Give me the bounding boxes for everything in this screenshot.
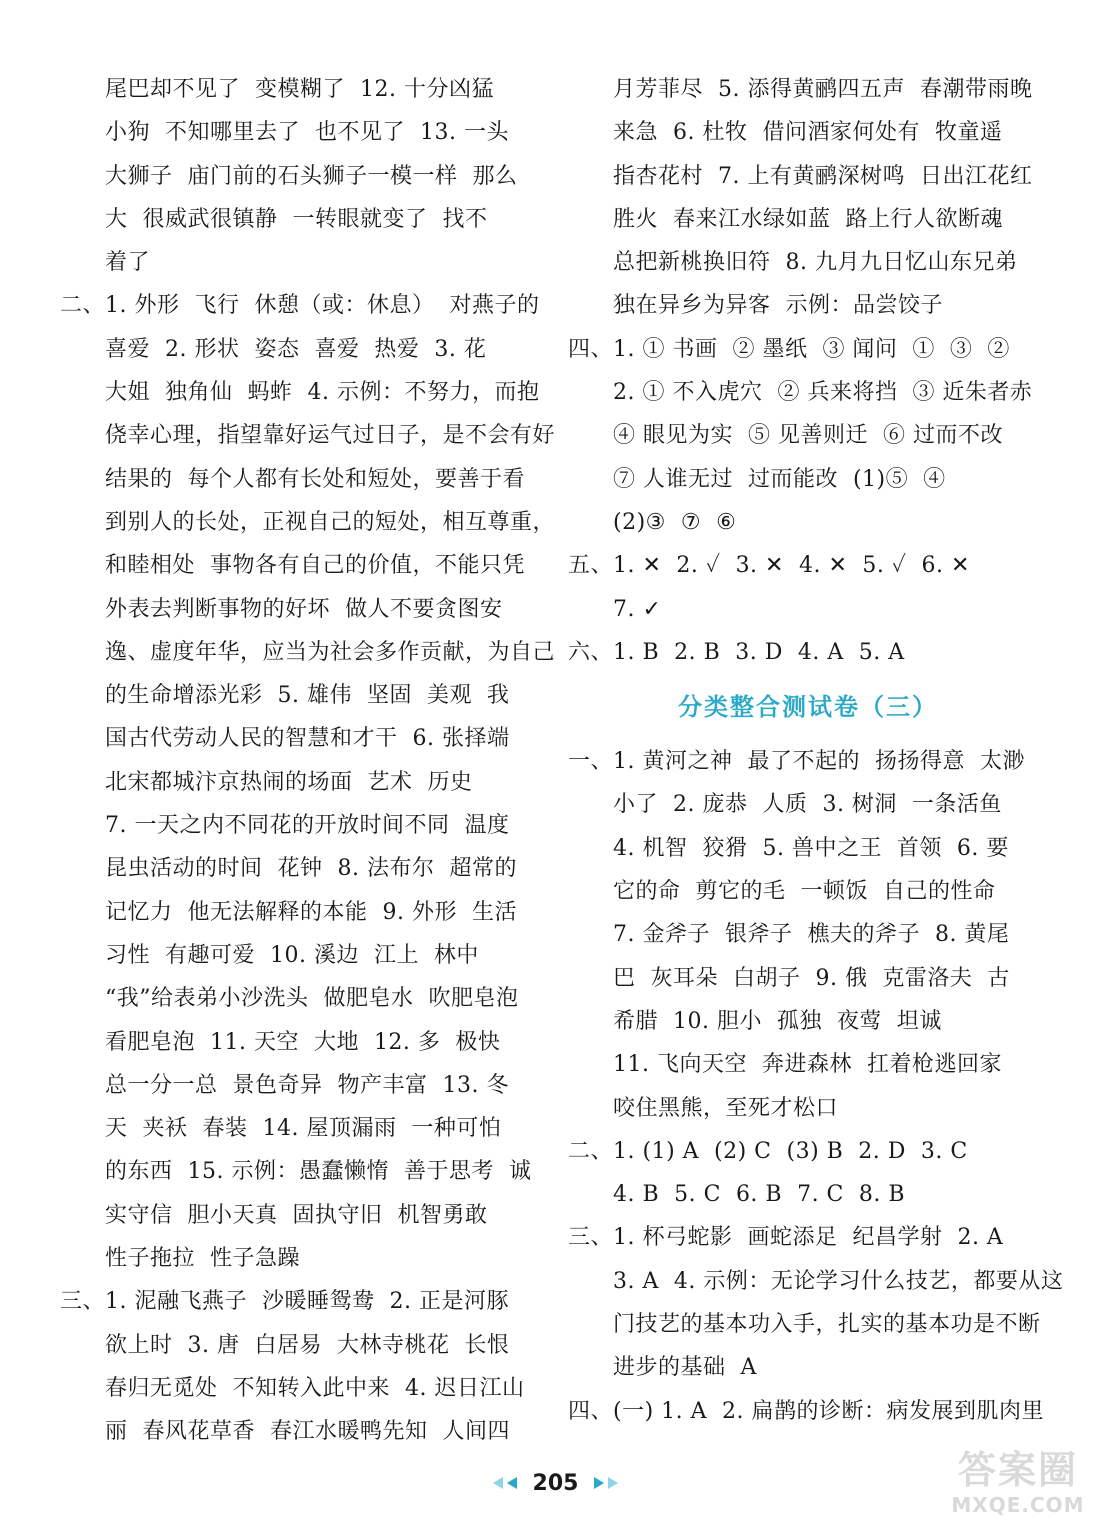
answer-line: 4. 机智 狡猾 5. 兽中之王 首领 6. 要: [613, 835, 1009, 861]
section-title: 分类整合测试卷（三）: [678, 693, 938, 722]
answer-line: 月芳菲尽 5. 添得黄鹂四五声 春潮带雨晚: [613, 77, 1033, 102]
answer-line: 的生命增添光彩 5. 雄伟 坚固 美观 我: [105, 683, 510, 709]
answer-line: “我”给表弟小沙洗头 做肥皂水 吹肥皂泡: [105, 986, 519, 1012]
answer-line: 二、1. 外形 飞行 休憩（或：休息） 对燕子的: [60, 293, 540, 319]
answer-line: 7. ✓: [613, 596, 662, 622]
answer-line: 2. ① 不入虎穴 ② 兵来将挡 ③ 近朱者赤: [613, 380, 1033, 406]
answer-line: 四、1. ① 书画 ② 墨纸 ③ 闻问 ① ③ ②: [568, 336, 1010, 362]
answer-line: ④ 眼见为实 ⑤ 见善则迁 ⑥ 过而不改: [613, 423, 1003, 449]
answer-line: 侥幸心理，指望靠好运气过日子，是不会有好: [105, 423, 556, 449]
answer-line: 欲上时 3. 唐 白居易 大林寺桃花 长恨: [105, 1332, 510, 1358]
answer-line: 到别人的长处，正视自己的短处，相互尊重，: [105, 509, 556, 535]
right-column-upper: [568, 68, 1048, 674]
answer-line: 结果的 每个人都有长处和短处，要善于看: [105, 466, 525, 492]
answer-line: 看肥皂泡 11. 天空 大地 12. 多 极快: [105, 1029, 501, 1055]
answer-line: 指杏花村 7. 上有黄鹂深树鸣 日出江花红: [613, 163, 1033, 189]
answer-line: 它的命 剪它的毛 一顿饭 自己的性命: [613, 879, 996, 905]
right-arrow-icon: [608, 1477, 618, 1489]
answer-line: 总把新桃换旧符 8. 九月九日忆山东兄弟: [613, 250, 1018, 276]
answer-line: 大姐 独角仙 蚂蚱 4. 示例：不努力，而抱: [105, 380, 540, 406]
watermark-url: MXQE.COM: [951, 1493, 1085, 1517]
answer-line: 总一分一总 景色奇异 物产丰富 13. 冬: [105, 1072, 509, 1098]
answer-line: 三、1. 泥融飞燕子 沙暖睡鸳鸯 2. 正是河豚: [60, 1289, 509, 1315]
watermark-logo: [943, 1448, 1093, 1526]
answer-line: 独在异乡为异客 示例：品尝饺子: [613, 293, 943, 319]
answer-line: 性子拖拉 性子急躁: [105, 1246, 300, 1272]
answer-line: 五、1. ✕ 2. ✓ 3. ✕ 4. ✕ 5. ✓ 6. ✕: [568, 553, 970, 579]
answer-line: 大狮子 庙门前的石头狮子一模一样 那么: [105, 163, 518, 189]
answer-line: 小狗 不知哪里去了 也不见了 13. 一头: [105, 120, 509, 146]
page-number: 205: [532, 1470, 579, 1496]
answer-line: 门技艺的基本功入手，扎实的基本功是不断: [613, 1312, 1041, 1338]
answer-line: 大 很威武很镇静 一转眼就变了 找不: [105, 206, 488, 232]
answer-line: 丽 春风花草香 春江水暖鸭先知 人间四: [105, 1419, 510, 1445]
answer-line: 天 夹袄 春装 14. 屋顶漏雨 一种可怕: [105, 1116, 502, 1142]
answer-line: 习性 有趣可爱 10. 溪边 江上 林中: [105, 942, 479, 968]
right-column: [568, 68, 1064, 1433]
answer-line: 一、1. 黄河之神 最了不起的 扬扬得意 太渺: [568, 749, 1025, 775]
left-arrow-icon: [493, 1477, 503, 1489]
answer-line: 逸、虚度年华，应当为社会多作贡献，为自己: [105, 639, 556, 665]
answer-line: 咬住黑熊，至死才松口: [613, 1095, 839, 1121]
answer-line: 7. 金斧子 银斧子 樵夫的斧子 8. 黄尾: [613, 922, 1010, 948]
answer-line: 昆虫活动的时间 花钟 8. 法布尔 超常的: [105, 856, 517, 882]
answer-line: 喜爱 2. 形状 姿态 喜爱 热爱 3. 花: [105, 336, 487, 362]
answer-line: 春归无觅处 不知转入此中来 4. 迟日江山: [105, 1375, 525, 1401]
answer-line: 尾巴却不见了 变模糊了 12. 十分凶猛: [105, 77, 494, 102]
answer-line: ⑦ 人谁无过 过而能改 (1)⑤ ④: [613, 466, 946, 492]
answer-line: 六、1. B 2. B 3. D 4. A 5. A: [568, 639, 905, 665]
answer-line: 4. B 5. C 6. B 7. C 8. B: [613, 1182, 906, 1208]
left-column: [60, 68, 556, 1454]
answer-line: 11. 飞向天空 奔进森林 扛着枪逃回家: [613, 1052, 1002, 1078]
left-arrow-icon: [507, 1477, 517, 1489]
answer-line: 四、(一) 1. A 2. 扁鹊的诊断：病发展到肌肉里: [568, 1398, 1045, 1424]
answer-line: 小了 2. 庞恭 人质 3. 树洞 一条活鱼: [613, 792, 1002, 818]
answer-line: 的东西 15. 示例：愚蠢懒惰 善于思考 诚: [105, 1159, 532, 1185]
answer-line: 外表去判断事物的好坏 做人不要贪图安: [105, 596, 503, 622]
answer-line: 进步的基础 A: [613, 1355, 757, 1381]
answer-line: (2)③ ⑦ ⑥: [613, 509, 737, 535]
answer-line: 三、1. 杯弓蛇影 画蛇添足 纪昌学射 2. A: [568, 1225, 1004, 1251]
answer-line: 希腊 10. 胆小 孤独 夜莺 坦诚: [613, 1008, 942, 1034]
right-column-lower: [568, 740, 1064, 1433]
answer-line: 着了: [105, 250, 151, 276]
answer-line: 3. A 4. 示例：无论学习什么技艺，都要从这: [613, 1268, 1064, 1294]
answer-line: 国古代劳动人民的智慧和才干 6. 张择端: [105, 726, 510, 752]
answer-line: 7. 一天之内不同花的开放时间不同 温度: [105, 813, 510, 839]
answer-line: 巴 灰耳朵 白胡子 9. 俄 克雷洛夫 古: [613, 965, 1010, 991]
answer-line: 和睦相处 事物各有自己的价值，不能只凭: [105, 553, 525, 579]
right-arrow-icon: [594, 1477, 604, 1489]
answer-line: 记忆力 他无法解释的本能 9. 外形 生活: [105, 899, 517, 925]
answer-line: 胜火 春来江水绿如蓝 路上行人欲断魂: [613, 206, 1003, 232]
answer-line: 来急 6. 杜牧 借问酒家何处有 牧童遥: [613, 120, 1003, 146]
answer-line: 实守信 胆小天真 固执守旧 机智勇敢: [105, 1202, 488, 1228]
answer-line: 二、1. (1) A (2) C (3) B 2. D 3. C: [568, 1138, 968, 1164]
watermark-text: 答案圈: [957, 1448, 1078, 1492]
answer-line: 北宋都城汴京热闹的场面 艺术 历史: [105, 769, 473, 795]
